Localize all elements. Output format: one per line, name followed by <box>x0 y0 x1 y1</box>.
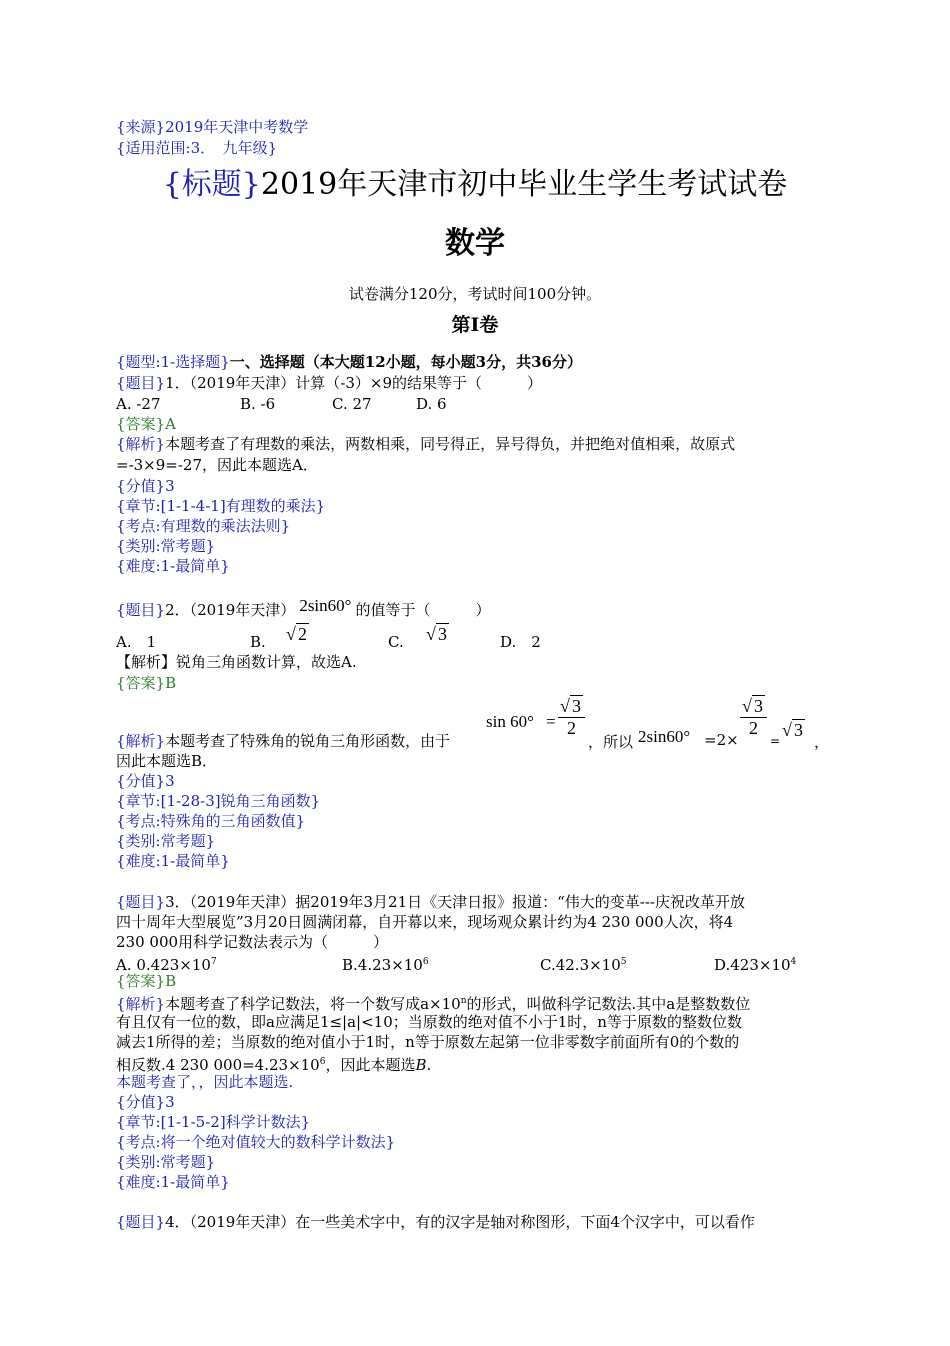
radical-sign: √ <box>426 624 436 644</box>
section-label: 一、选择题（本大题12小题，每小题3分，共36分） <box>229 353 582 371</box>
q2-analysis-1 <box>116 731 450 751</box>
q3-score: {分值}3 <box>116 1093 175 1111</box>
radical-sign: √ <box>742 696 752 716</box>
q3-extra: 本题考查了，，因此本题选. <box>116 1073 294 1091</box>
radical-sign: √ <box>782 720 792 740</box>
q4-stem-text-1: 4．（2019年天津）在一些美术字中，有的汉字是轴对称图形，下面4个汉字中，可以看作 <box>165 1213 755 1231</box>
q2-fraction-1-den: 2 <box>567 718 576 738</box>
q3-stem-3: 230 000用科学记数法表示为（ ） <box>116 933 389 951</box>
q2-stem <box>116 596 491 620</box>
q2-sin-expression: sin 60° <box>486 712 534 731</box>
q3-analysis-tag: {解析} <box>116 995 166 1013</box>
q2-equals-1: = <box>546 712 556 731</box>
q2-comma: ， <box>814 733 830 751</box>
q3-chapter: {章节:[1-1-5-2]科学计数法} <box>116 1113 311 1131</box>
source-tag: {来源}2019年天津中考数学 <box>116 118 309 136</box>
q1-point: {考点:有理数的乘法法则} <box>116 517 291 535</box>
q2-fraction-2 <box>740 696 767 739</box>
q3-analysis-4-exp: 6 <box>319 1057 326 1067</box>
q1-score: {分值}3 <box>116 477 175 495</box>
q2-chapter: {章节:[1-28-3]锐角三角函数} <box>116 792 321 810</box>
q3-type: {类别:常考题} <box>116 1153 216 1171</box>
q1-analysis-1 <box>116 434 735 454</box>
q3-option-c-text: C.42.3×10 <box>540 956 621 974</box>
page-title <box>0 166 950 204</box>
q3-analysis-1 <box>116 991 750 1014</box>
q2-analysis-2: 因此本题选B． <box>116 752 218 770</box>
q1-option-d: D. 6 <box>416 395 447 413</box>
q2-analysis-tag: {解析} <box>116 732 166 750</box>
q3-option-b-exp: 6 <box>422 957 429 967</box>
q1-analysis-text-1: 本题考查了有理数的乘法，两数相乘，同号得正，异号得负，并把绝对值相乘，故原式 <box>165 435 736 453</box>
radical-sign: √ <box>560 696 570 716</box>
q3-option-c-exp: 5 <box>620 957 627 967</box>
q2-fraction-2-num: 3 <box>754 696 763 716</box>
q3-answer: {答案}B <box>116 972 177 990</box>
q3-option-a-exp: 7 <box>210 957 217 967</box>
q2-expression-2: 2sin60° <box>638 727 691 746</box>
q1-chapter: {章节:[1-1-4-1]有理数的乘法} <box>116 497 326 515</box>
q3-option-b <box>342 952 429 975</box>
q1-tag: {题目} <box>116 374 166 392</box>
q2-result-value: 3 <box>794 720 803 740</box>
q2-option-c: C. <box>388 633 404 651</box>
q3-analysis-4a: 相反数.4 230 000=4.23×10 <box>116 1056 320 1074</box>
q2-times: =2× <box>704 731 739 749</box>
q2-score: {分值}3 <box>116 772 175 790</box>
scope-tag: {适用范围:3． 九年级} <box>116 139 278 157</box>
q2-difficulty: {难度:1-最简单} <box>116 852 230 870</box>
q2-fraction-2-den: 2 <box>749 718 758 738</box>
q2-type: {类别:常考题} <box>116 832 216 850</box>
q3-point: {考点:将一个绝对值较大的数科学计数法} <box>116 1133 396 1151</box>
q2-option-b-sqrt <box>286 624 309 644</box>
q4-stem-1 <box>116 1212 755 1232</box>
q2-tag: {题目} <box>116 601 166 619</box>
q1-analysis-tag: {解析} <box>116 435 166 453</box>
q1-analysis-2: =-3×9=-27，因此本题选A． <box>116 456 318 474</box>
q2-result-sqrt <box>782 720 805 741</box>
q1-answer: {答案}A <box>116 415 176 433</box>
q2-stem-b: 的值等于（ ） <box>355 601 491 619</box>
q3-option-a-text: A. 0.423×10 <box>116 956 211 974</box>
q3-analysis-2: 有且仅有一位的数，即a应满足1≤|a|<10；当原数的绝对值不小于1时，n等于原数的整数位数 <box>116 1013 742 1031</box>
q2-wrong-analysis: 【解析】锐角三角函数计算，故选A. <box>116 653 357 671</box>
subject-title: 数学 <box>445 226 505 261</box>
q1-stem-text: 1．（2019年天津）计算（-3）×9的结果等于（ ） <box>165 374 543 392</box>
q2-option-a: A. 1 <box>116 633 157 651</box>
q2-option-b: B. <box>250 633 266 651</box>
q3-analysis-4c: B <box>415 1056 427 1074</box>
q2-fraction-1 <box>558 696 585 739</box>
q3-difficulty: {难度:1-最简单} <box>116 1173 230 1191</box>
q3-tag: {题目} <box>116 893 166 911</box>
q2-answer: {答案}B <box>116 674 177 692</box>
q3-analysis-3: 减去1所得的差；当原数的绝对值小于1时，n等于原数左起第一位非零数字前面所有0的个数的 <box>116 1033 740 1051</box>
q1-option-a: A. -27 <box>116 395 161 413</box>
q3-option-d-exp: 4 <box>790 957 797 967</box>
q3-analysis-4b: ，因此本题选 <box>325 1056 416 1074</box>
q2-so: ，所以 <box>588 733 634 751</box>
q2-fraction-1-num: 3 <box>572 696 581 716</box>
q3-stem-text-1: 3．（2019年天津）据2019年3月21日《天津日报》报道：“伟大的变革---庆祝改革开放 <box>165 893 745 911</box>
section-heading <box>116 352 582 372</box>
q2-option-b-value: 2 <box>298 624 307 644</box>
q3-analysis-1a: 本题考查了科学记数法，将一个数写成a×10 <box>165 995 461 1013</box>
q3-analysis-4d: . <box>426 1056 432 1074</box>
q3-analysis-1b: 的形式，叫做科学记数法.其中a是整数数位 <box>466 995 751 1013</box>
title-text: 2019年天津市初中毕业生学生考试试卷 <box>260 167 788 202</box>
title-tag: {标题} <box>162 167 261 202</box>
q3-option-d-text: D.423×10 <box>714 956 791 974</box>
q1-option-b: B. -6 <box>240 395 276 413</box>
q3-stem-1 <box>116 892 745 912</box>
q2-option-d: D. 2 <box>500 633 541 651</box>
q3-option-d <box>714 952 796 975</box>
q2-option-c-sqrt <box>426 624 449 644</box>
radical-sign: √ <box>286 624 296 644</box>
q2-point: {考点:特殊角的三角函数值} <box>116 812 306 830</box>
q1-type: {类别:常考题} <box>116 537 216 555</box>
q1-stem <box>116 373 542 393</box>
q2-equals-2: = <box>770 734 781 748</box>
q2-expression: 2sin60° <box>299 596 352 615</box>
q1-difficulty: {难度:1-最简单} <box>116 557 230 575</box>
q2-option-c-value: 3 <box>438 624 447 644</box>
q3-option-c <box>540 952 627 975</box>
exam-info: 试卷满分120分，考试时间100分钟。 <box>348 285 602 303</box>
q3-analysis-1-exp: n <box>460 996 467 1006</box>
q2-analysis-text-1: 本题考查了特殊角的锐角三角形函数，由于 <box>165 732 451 750</box>
q3-stem-2: 四十周年大型展览”3月20日圆满闭幕，自开幕以来，现场观众累计约为4 230 000人次，将4 <box>116 913 734 931</box>
q1-option-c: C. 27 <box>332 395 372 413</box>
q2-stem-a: 2．（2019年天津） <box>165 601 296 619</box>
q4-tag: {题目} <box>116 1213 166 1231</box>
section-tag: {题型:1-选择题} <box>116 353 230 371</box>
part-heading: 第Ⅰ卷 <box>451 314 499 336</box>
q3-option-b-text: B.4.23×10 <box>342 956 423 974</box>
